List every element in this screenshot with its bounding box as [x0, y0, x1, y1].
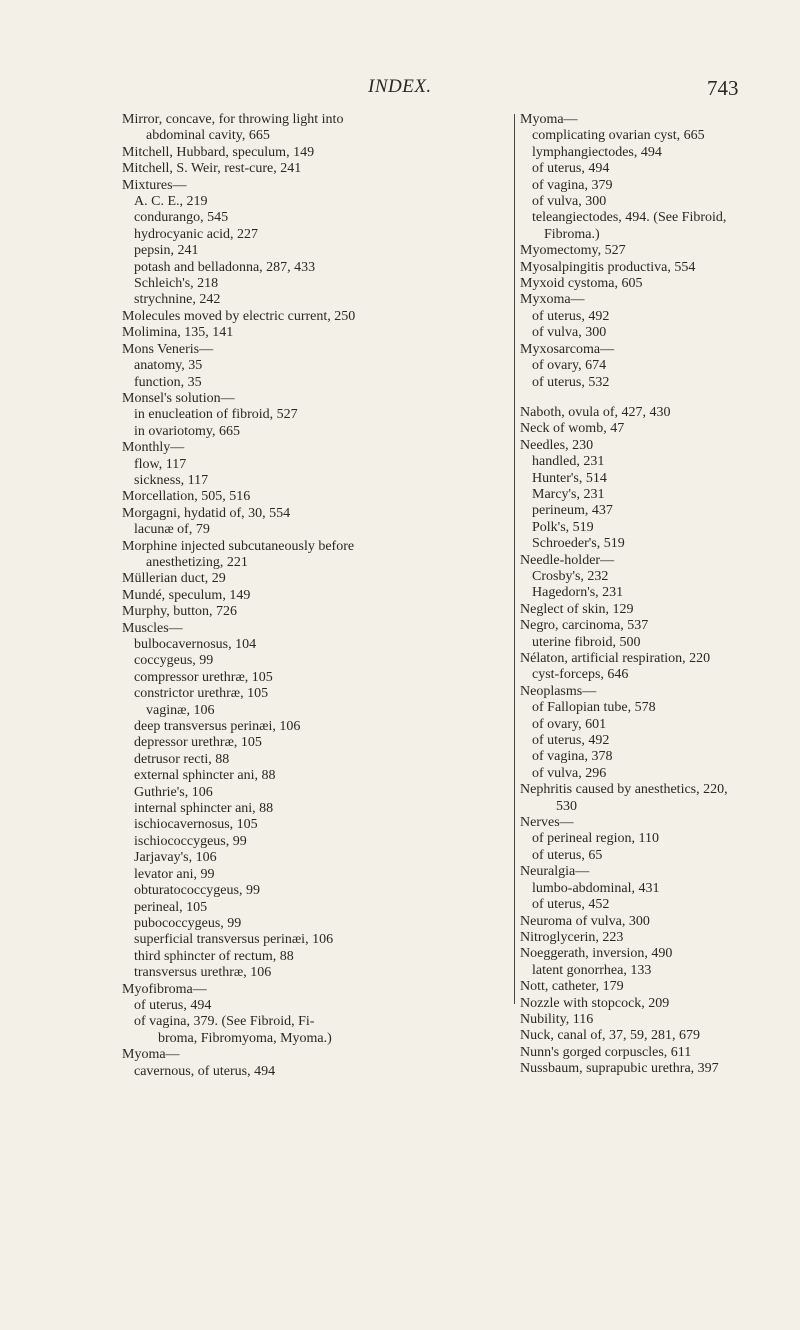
- index-entry: Mitchell, S. Weir, rest-cure, 241: [122, 161, 302, 177]
- index-subentry: deep transversus perinæi, 106: [134, 719, 301, 735]
- index-subentry: perineal, 105: [134, 899, 208, 915]
- index-entry: Myxosarcoma—: [520, 341, 615, 357]
- index-entry: Neglect of skin, 129: [520, 601, 634, 617]
- index-subentry: perineum, 437: [532, 503, 613, 519]
- index-subentry: detrusor recti, 88: [134, 751, 230, 767]
- index-subentry: obturatococcygeus, 99: [134, 883, 260, 899]
- index-subentry: broma, Fibromyoma, Myoma.): [158, 1030, 332, 1046]
- index-subentry: constrictor urethræ, 105: [134, 686, 269, 702]
- index-entry: Myomectomy, 527: [520, 243, 626, 259]
- index-subentry: coccygeus, 99: [134, 653, 214, 669]
- index-subentry: 530: [556, 798, 577, 814]
- index-subentry: of uterus, 494: [532, 161, 610, 177]
- index-subentry: of Fallopian tube, 578: [532, 700, 656, 716]
- index-subentry: of vagina, 379. (See Fibroid, Fi-: [134, 1014, 315, 1030]
- index-entry: Neuroma of vulva, 300: [520, 913, 650, 929]
- index-subentry: potash and belladonna, 287, 433: [134, 259, 316, 275]
- index-subentry: pubococcygeus, 99: [134, 915, 242, 931]
- index-subentry: of ovary, 601: [532, 716, 607, 732]
- index-subentry: sickness, 117: [134, 472, 209, 488]
- index-entry: Nott, catheter, 179: [520, 979, 624, 995]
- section-gap: [520, 391, 780, 405]
- index-subentry: function, 35: [134, 374, 202, 390]
- running-header: [0, 76, 800, 106]
- index-subentry: lymphangiectodes, 494: [532, 144, 662, 160]
- index-subentry: external sphincter ani, 88: [134, 768, 276, 784]
- index-entry: Molecules moved by electric current, 250: [122, 308, 356, 324]
- index-subentry: Crosby's, 232: [532, 568, 609, 584]
- index-entry: Mons Veneris—: [122, 341, 214, 357]
- index-subentry: bulbocavernosus, 104: [134, 637, 257, 652]
- index-subentry: A. C. E., 219: [134, 194, 208, 210]
- index-column-right: [520, 112, 780, 1078]
- index-subentry: compressor urethræ, 105: [134, 669, 273, 685]
- index-entry: Mirror, concave, for throwing light into: [122, 112, 344, 127]
- index-subentry: of vagina, 379: [532, 177, 613, 193]
- index-subentry: anesthetizing, 221: [146, 554, 248, 570]
- index-entry: Mundé, speculum, 149: [122, 587, 251, 603]
- index-entry: Myxoid cystoma, 605: [520, 276, 643, 292]
- index-subentry: of vulva, 296: [532, 765, 607, 781]
- index-entry: Neck of womb, 47: [520, 421, 625, 437]
- index-entry: Nunn's gorged corpuscles, 611: [520, 1044, 692, 1060]
- index-subentry: transversus urethræ, 106: [134, 965, 272, 981]
- index-entry: Morgagni, hydatid of, 30, 554: [122, 505, 291, 521]
- index-subentry: condurango, 545: [134, 210, 229, 226]
- index-subentry: vaginæ, 106: [146, 702, 215, 718]
- index-subentry: Marcy's, 231: [532, 486, 605, 502]
- column-divider: [514, 114, 515, 1004]
- index-entry: Nuck, canal of, 37, 59, 281, 679: [520, 1028, 701, 1044]
- index-subentry: Fibroma.): [544, 226, 600, 242]
- index-subentry: Guthrie's, 106: [134, 784, 213, 800]
- index-entry: Mixtures—: [122, 177, 187, 193]
- index-subentry: of vulva, 300: [532, 325, 607, 341]
- index-entry: Nélaton, artificial respiration, 220: [520, 651, 711, 666]
- index-entry: Negro, carcinoma, 537: [520, 618, 649, 634]
- index-subentry: pepsin, 241: [134, 243, 199, 259]
- index-subentry: ischiococcygeus, 99: [134, 833, 247, 849]
- index-entry: Myxoma—: [520, 292, 585, 308]
- index-subentry: teleangiectodes, 494. (See Fibroid,: [532, 210, 727, 226]
- index-entry: Needles, 230: [520, 437, 594, 453]
- index-entry: Murphy, button, 726: [122, 604, 237, 620]
- index-column-left: [122, 112, 512, 1080]
- index-subentry: internal sphincter ani, 88: [134, 801, 274, 817]
- index-subentry: of uterus, 65: [532, 847, 603, 863]
- index-entry: Myosalpingitis productiva, 554: [520, 259, 696, 275]
- index-subentry: complicating ovarian cyst, 665: [532, 128, 705, 144]
- index-entry: Nubility, 116: [520, 1011, 594, 1027]
- index-subentry: of uterus, 494: [134, 997, 212, 1013]
- index-subentry: in ovariotomy, 665: [134, 423, 241, 439]
- index-entry: Monthly—: [122, 440, 185, 456]
- index-subentry: cavernous, of uterus, 494: [134, 1063, 276, 1079]
- index-subentry: strychnine, 242: [134, 292, 221, 308]
- index-entry: Nozzle with stopcock, 209: [520, 995, 670, 1011]
- index-entry: Nephritis caused by anesthetics, 220,: [520, 782, 728, 798]
- index-entry: Myoma—: [122, 1047, 180, 1063]
- index-subentry: Jarjavay's, 106: [134, 850, 217, 866]
- index-entry: Mitchell, Hubbard, speculum, 149: [122, 144, 315, 160]
- index-entry: Muscles—: [122, 620, 183, 636]
- index-subentry: latent gonorrhea, 133: [532, 962, 652, 978]
- index-subentry: depressor urethræ, 105: [134, 735, 262, 751]
- index-subentry: superficial transversus perinæi, 106: [134, 932, 334, 948]
- index-subentry: Hagedorn's, 231: [532, 585, 624, 601]
- index-entry: Nitroglycerin, 223: [520, 929, 624, 945]
- page-number: 743: [707, 76, 739, 100]
- index-subentry: of uterus, 532: [532, 374, 610, 390]
- index-entry: Molimina, 135, 141: [122, 325, 234, 341]
- index-subentry: in enucleation of fibroid, 527: [134, 407, 298, 423]
- index-subentry: flow, 117: [134, 456, 187, 472]
- index-subentry: levator ani, 99: [134, 866, 215, 882]
- index-subentry: of uterus, 452: [532, 897, 610, 913]
- index-subentry: Polk's, 519: [532, 519, 594, 535]
- index-entry: Myofibroma—: [122, 981, 207, 997]
- index-subentry: Hunter's, 514: [532, 470, 607, 486]
- index-entry: Nerves—: [520, 815, 574, 831]
- index-entry: Neuralgia—: [520, 864, 590, 880]
- index-subentry: anatomy, 35: [134, 358, 203, 374]
- index-entry: Myoma—: [520, 112, 578, 127]
- index-entry: Morphine injected subcutaneously before: [122, 538, 355, 554]
- index-subentry: third sphincter of rectum, 88: [134, 948, 294, 964]
- index-entry: Morcellation, 505, 516: [122, 489, 251, 505]
- index-subentry: lacunæ of, 79: [134, 522, 210, 538]
- index-subentry: of uterus, 492: [532, 308, 610, 324]
- index-subentry: abdominal cavity, 665: [146, 128, 270, 144]
- header-title: INDEX.: [368, 76, 432, 97]
- index-entry: Neoplasms—: [520, 683, 597, 699]
- index-subentry: of uterus, 492: [532, 733, 610, 749]
- index-entry: Naboth, ovula of, 427, 430: [520, 404, 671, 420]
- index-subentry: lumbo-abdominal, 431: [532, 880, 660, 896]
- index-subentry: hydrocyanic acid, 227: [134, 226, 259, 242]
- index-subentry: cyst-forceps, 646: [532, 667, 629, 683]
- index-entry: Müllerian duct, 29: [122, 571, 226, 587]
- index-entry: Noeggerath, inversion, 490: [520, 946, 673, 962]
- index-subentry: handled, 231: [532, 454, 605, 470]
- index-entry: Monsel's solution—: [122, 390, 235, 406]
- index-entry: Needle-holder—: [520, 552, 615, 568]
- index-subentry: Schleich's, 218: [134, 276, 219, 292]
- index-subentry: uterine fibroid, 500: [532, 634, 641, 650]
- index-entry: Nussbaum, suprapubic urethra, 397: [520, 1061, 719, 1077]
- index-subentry: of perineal region, 110: [532, 831, 659, 847]
- index-subentry: of ovary, 674: [532, 358, 607, 374]
- index-subentry: of vulva, 300: [532, 194, 607, 210]
- index-subentry: Schroeder's, 519: [532, 536, 625, 552]
- index-subentry: ischiocavernosus, 105: [134, 817, 258, 833]
- index-subentry: of vagina, 378: [532, 749, 613, 765]
